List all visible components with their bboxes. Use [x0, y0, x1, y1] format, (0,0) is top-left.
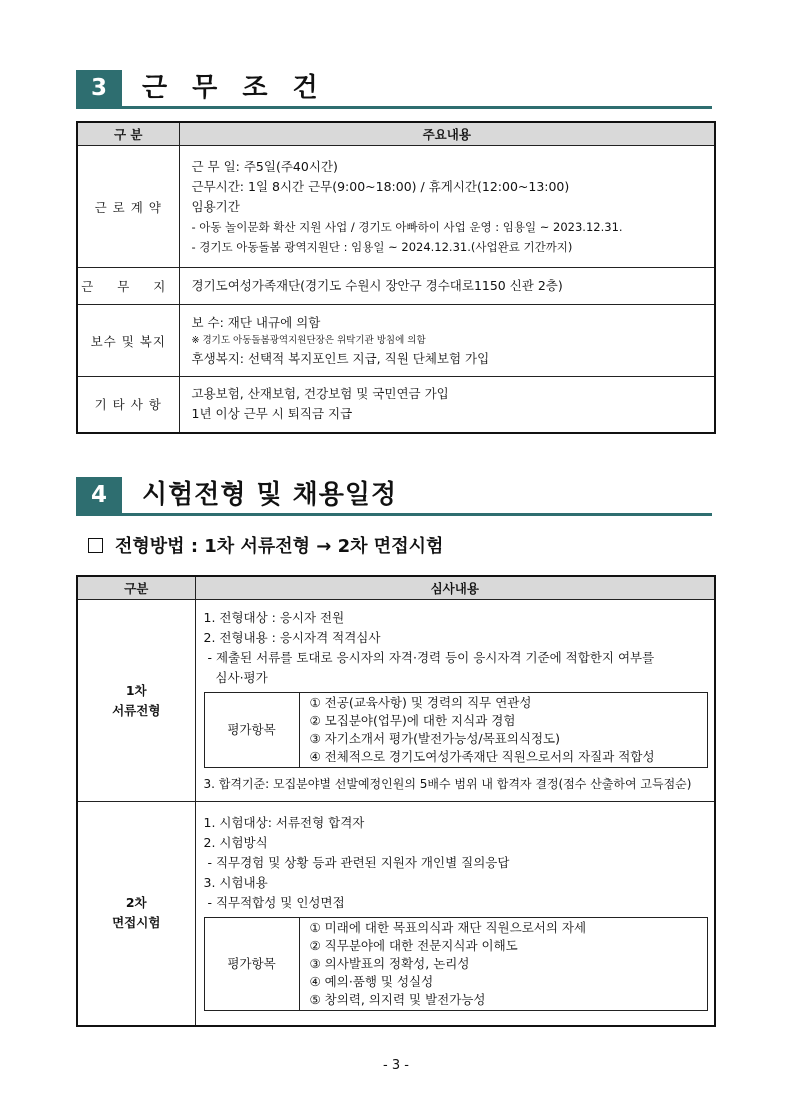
section-number: 3	[76, 70, 122, 106]
screening-table	[76, 575, 716, 1027]
evaluation-items	[300, 918, 597, 1010]
content-line: - 경기도 아동돌봄 광역지원단 : 임용일 ~ 2024.12.31.(사업완료 기간까지)	[191, 239, 573, 254]
table-row	[77, 268, 715, 305]
content-line: 2. 시험방식	[203, 835, 268, 851]
row-content	[179, 305, 715, 377]
section-number: 4	[76, 477, 122, 513]
content-line: - 제출된 서류를 토대로 응시자의 자격·경력 등이 응시자격 기준에 적합한지 여부를	[203, 649, 655, 665]
section-title: 시험전형 및 채용일정	[142, 480, 398, 510]
row-label: 근 무 지	[77, 268, 179, 305]
stage-name: 서류전형	[112, 702, 161, 718]
page-number: - 3 -	[383, 1058, 409, 1073]
content-line: - 직무적합성 및 인성면접	[203, 895, 345, 911]
content-line: 후생복지: 선택적 복지포인트 지급, 직원 단체보험 가입	[191, 350, 490, 366]
evaluation-item: ③ 자기소개서 평가(발전가능성/목표의식정도)	[309, 730, 560, 746]
row-content	[179, 146, 715, 268]
row-label: 보수 및 복지	[77, 305, 179, 377]
content-line: 1. 시험대상: 서류전형 합격자	[203, 815, 365, 831]
content-note: ※ 경기도 아동돌봄광역지원단장은 위탁기관 방침에 의함	[191, 334, 426, 346]
table-row	[77, 377, 715, 433]
evaluation-box	[204, 692, 708, 768]
table-row-stage2	[77, 802, 715, 1026]
evaluation-item: ③ 의사발표의 정확성, 논리성	[309, 956, 470, 972]
stage-number: 1차	[125, 682, 147, 698]
content-line: 1년 이상 근무 시 퇴직금 지급	[191, 406, 353, 422]
table-header-content: 주요내용	[179, 122, 715, 146]
content-line: - 아동 놀이문화 확산 지원 사업 / 경기도 아빠하이 사업 운영 : 임용일 ~ 2023.12.31.	[191, 219, 623, 234]
table-header-content: 심사내용	[195, 576, 715, 600]
stage-label	[77, 600, 195, 802]
stage-content	[195, 600, 715, 802]
evaluation-item: ⑤ 창의력, 의지력 및 발전가능성	[309, 992, 486, 1008]
evaluation-label: 평가항목	[205, 918, 300, 1010]
content-line: 2. 전형내용 : 응시자격 적격심사	[203, 629, 381, 645]
work-conditions-table	[76, 121, 716, 434]
evaluation-item: ② 모집분야(업무)에 대한 지식과 경험	[309, 712, 516, 728]
content-line: 3. 시험내용	[203, 875, 268, 891]
selection-method	[88, 532, 443, 558]
content-line: 근무시간: 1일 8시간 근무(9:00~18:00) / 휴게시간(12:00~13:00)	[191, 178, 570, 194]
evaluation-item: ④ 전체적으로 경기도여성가족재단 직원으로서의 자질과 적합성	[309, 748, 655, 764]
section-underline	[76, 513, 712, 516]
section-3-header	[76, 70, 712, 106]
stage-content	[195, 802, 715, 1026]
row-label: 기 타 사 항	[77, 377, 179, 433]
table-header-category: 구 분	[77, 122, 179, 146]
content-line: 심사·평가	[203, 669, 268, 685]
content-line: 1. 전형대상 : 응시자 전원	[203, 609, 345, 625]
pass-criteria: 3. 합격기준: 모집분야별 선발예정인원의 5배수 범위 내 합격자 결정(점수 산출하여 고득점순)	[203, 776, 692, 791]
evaluation-box	[204, 917, 708, 1011]
table-header-category: 구분	[77, 576, 195, 600]
content-line: 고용보험, 산재보험, 건강보험 및 국민연금 가입	[191, 386, 449, 402]
evaluation-item: ④ 예의·품행 및 성실성	[309, 974, 434, 990]
row-content	[179, 377, 715, 433]
row-content	[179, 268, 715, 305]
checkbox-icon	[88, 538, 103, 553]
content-line: - 직무경험 및 상황 등과 관련된 지원자 개인별 질의응답	[203, 855, 510, 871]
section-title: 근 무 조 건	[142, 73, 326, 103]
evaluation-item: ② 직무분야에 대한 전문지식과 이해도	[309, 938, 518, 954]
content-line: 경기도여성가족재단(경기도 수원시 장안구 경수대로1150 신관 2층)	[191, 278, 563, 293]
stage-number: 2차	[125, 895, 147, 911]
table-row	[77, 305, 715, 377]
content-line: 근 무 일: 주5일(주40시간)	[191, 158, 338, 174]
stage-name: 면접시험	[112, 915, 161, 931]
evaluation-item: ① 전공(교육사항) 및 경력의 직무 연관성	[309, 694, 532, 710]
content-line: 임용기간	[191, 198, 240, 214]
section-underline	[76, 106, 712, 109]
row-label: 근 로 계 약	[77, 146, 179, 268]
evaluation-label: 평가항목	[205, 693, 300, 767]
method-text: 전형방법 : 1차 서류전형 → 2차 면접시험	[115, 536, 444, 557]
stage-label	[77, 802, 195, 1026]
table-row-stage1	[77, 600, 715, 802]
evaluation-items	[300, 693, 665, 767]
section-4-header	[76, 477, 712, 513]
evaluation-item: ① 미래에 대한 목표의식과 재단 직원으로서의 자세	[309, 920, 587, 936]
content-line: 보 수: 재단 내규에 의함	[191, 314, 321, 330]
table-row	[77, 146, 715, 268]
